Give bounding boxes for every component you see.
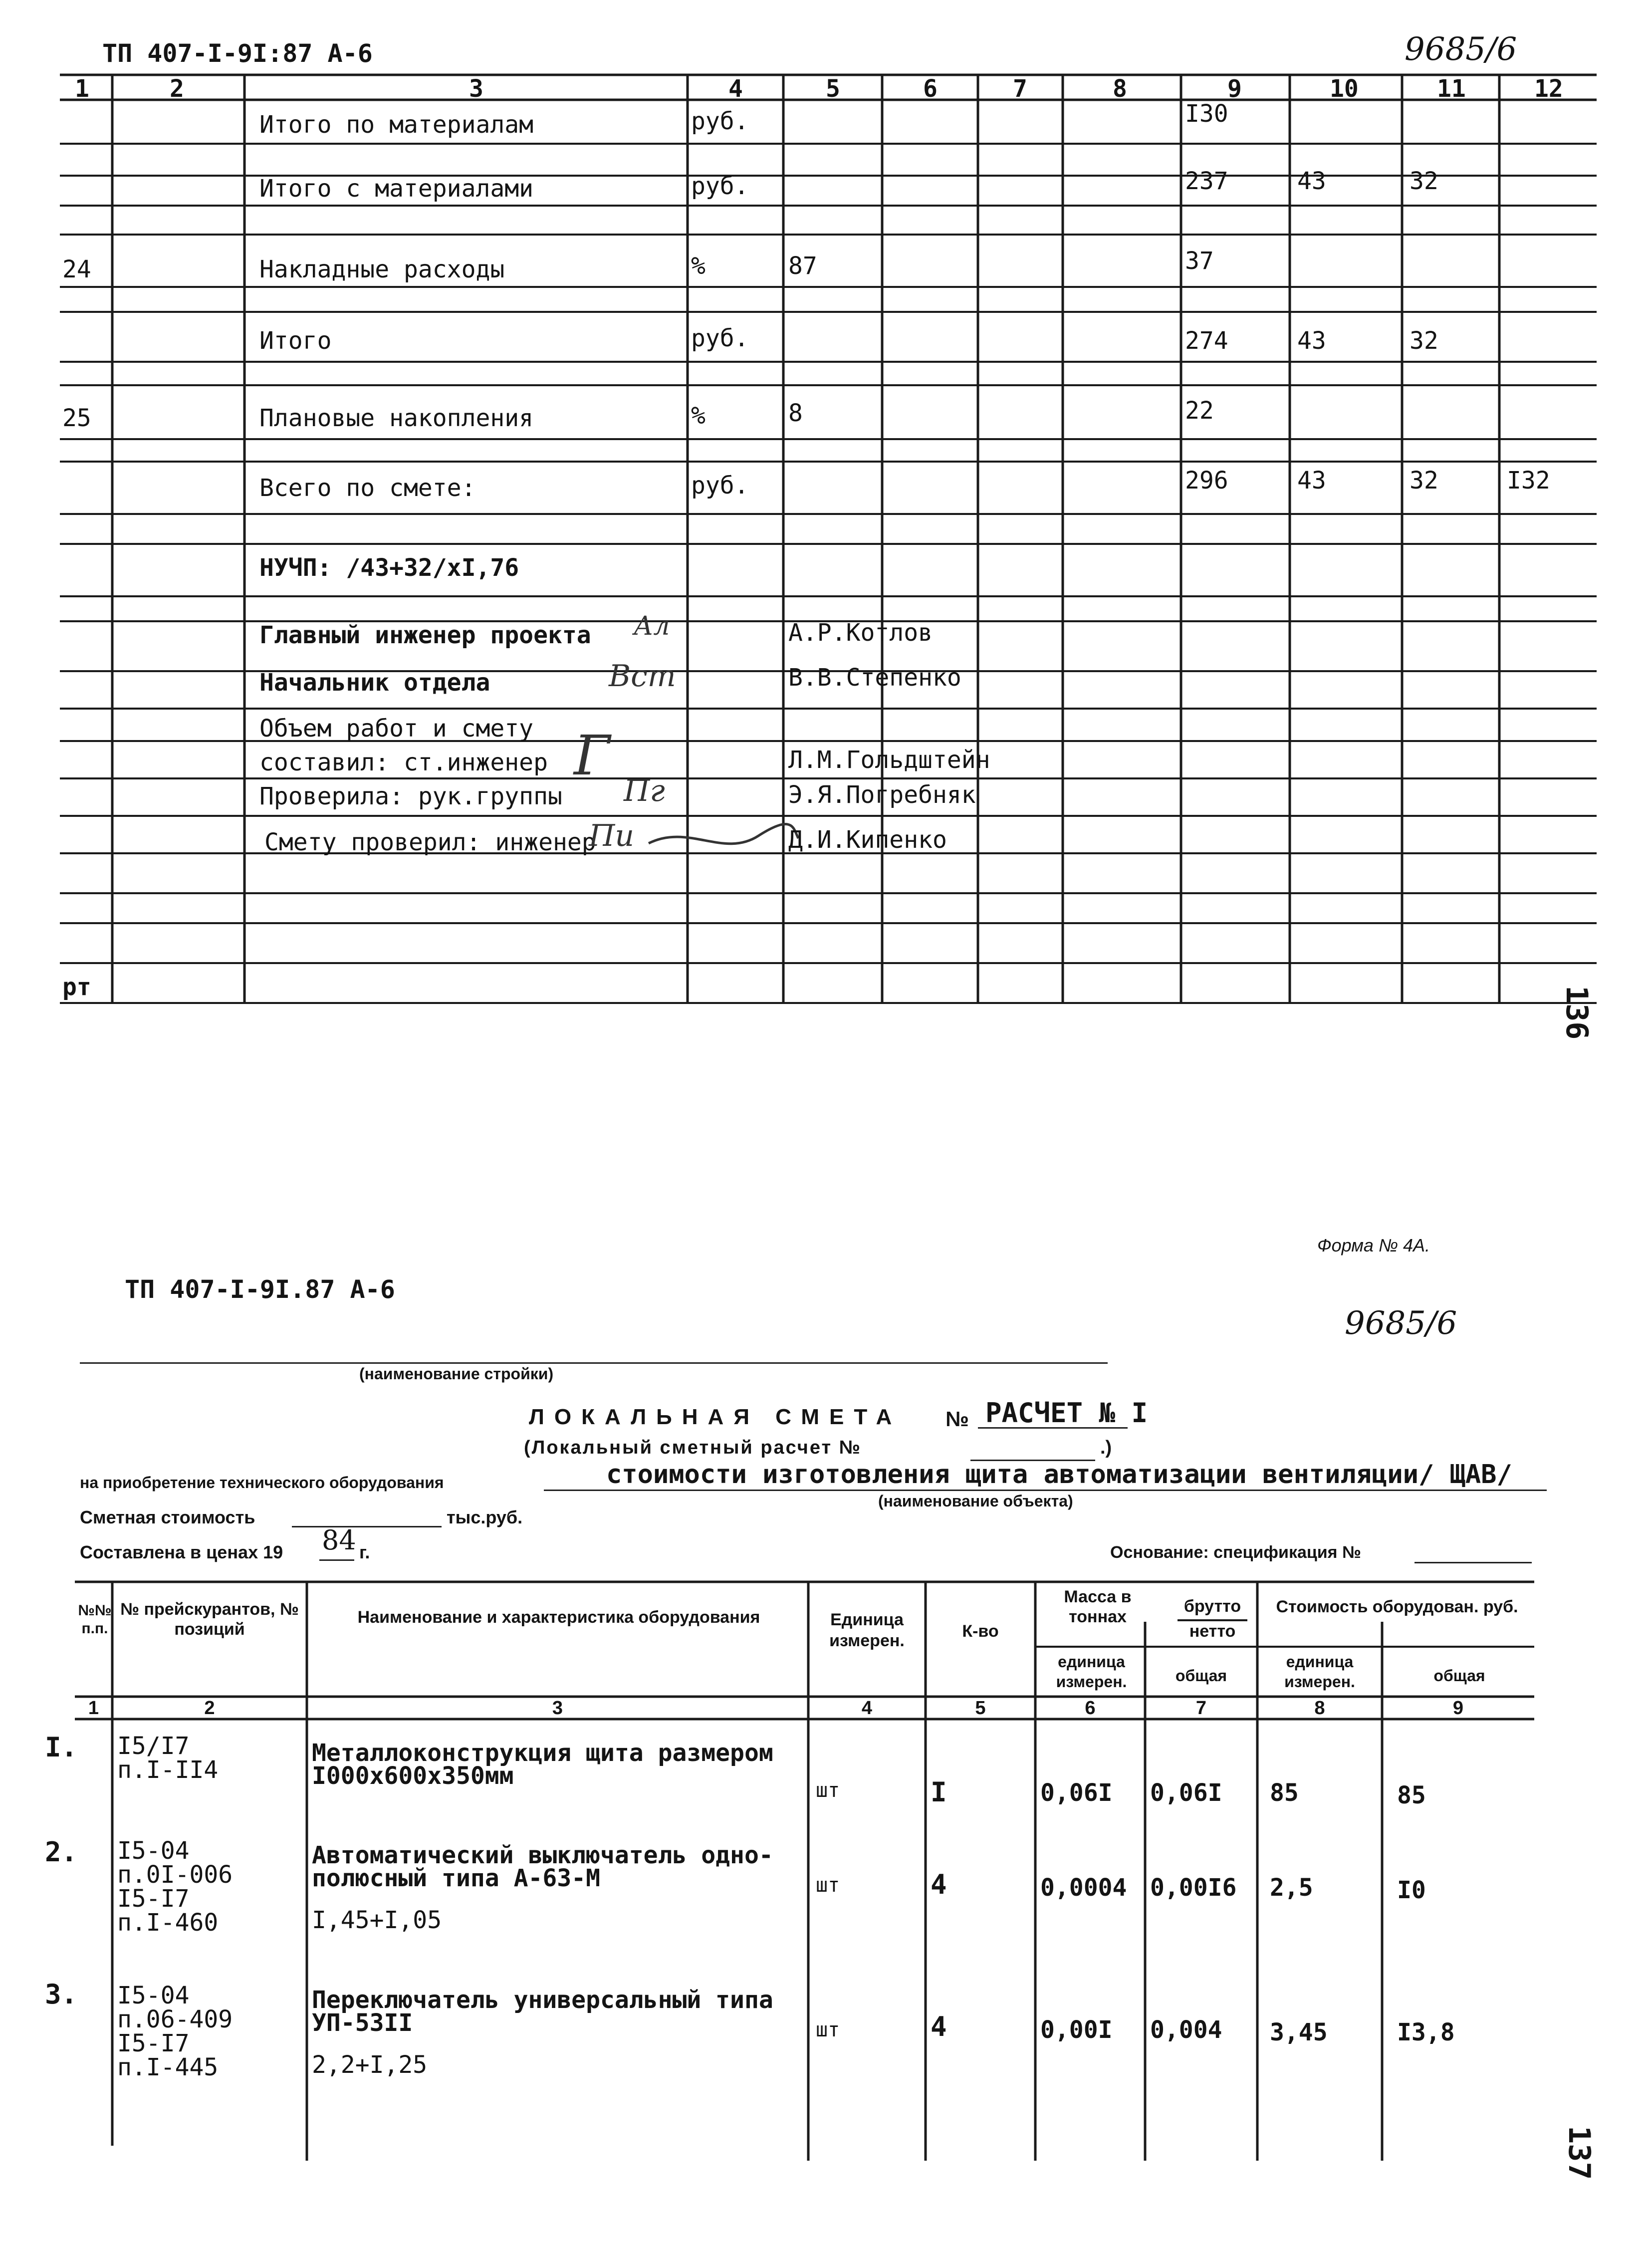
item-number: I. (45, 1732, 78, 1763)
item-position: I5/I7 п.I-II4 (117, 1732, 219, 1784)
prices-suffix: г. (359, 1542, 370, 1562)
item-mass-unit: 0,06I (1040, 1779, 1113, 1807)
row-value: 32 (1410, 467, 1438, 495)
handwritten-archive-number: 9685/6 (1405, 31, 1517, 68)
header-quantity: К-во (962, 1622, 999, 1641)
document-code: ТП 407-I-9I.87 А-6 (125, 1275, 395, 1304)
row-value: 296 (1185, 467, 1228, 495)
page-number: 137 (1562, 2126, 1597, 2180)
item-name: Автоматический выключатель одно- полюсный типа А-63-М (312, 1841, 773, 1892)
row-label: Всего по смете: (259, 474, 476, 502)
purchase-label: на приобретение технического оборудования (80, 1474, 444, 1492)
item-mass-unit: 0,0004 (1040, 1874, 1127, 1902)
column-number: 5 (975, 1698, 986, 1719)
header-mass: Масса в тоннах (1064, 1587, 1132, 1626)
page-number: 136 (1559, 986, 1594, 1040)
row-value: 274 (1185, 327, 1228, 355)
signature-mark: Вст (609, 659, 676, 694)
row-value: 43 (1297, 467, 1326, 495)
item-cost-total: I3,8 (1397, 2018, 1455, 2046)
column-number: 2 (170, 75, 184, 103)
item-position: I5-04 п.0I-006 I5-I7 п.I-460 (117, 1837, 233, 1937)
estimate-number-sign: № (945, 1407, 969, 1431)
header-unit: Единица измерен. (829, 1610, 905, 1650)
row-unit: руб. (691, 324, 749, 352)
item-coefficient: I,45+I,05 (312, 1906, 442, 1934)
signature-name: Д.И.Кипенко (788, 826, 947, 854)
item-number: 3. (45, 1979, 78, 2010)
item-cost-unit: 2,5 (1270, 1874, 1313, 1902)
form-label: Форма № 4А. (1317, 1235, 1430, 1255)
row-label: Итого с материалами (259, 175, 534, 203)
row-label: Накладные расходы (259, 255, 505, 283)
construction-caption: (наименование стройки) (359, 1365, 554, 1383)
item-name: Переключатель универсальный типа УП-53II (312, 1986, 773, 2037)
item-cost-unit: 85 (1270, 1779, 1299, 1807)
row-value: 22 (1185, 397, 1214, 425)
item-quantity: 4 (931, 2011, 947, 2042)
column-number: 4 (861, 1698, 873, 1719)
column-number: 7 (1013, 75, 1027, 103)
row-value: 8 (788, 399, 803, 427)
header-cost-unit: единица измерен. (1284, 1653, 1355, 1691)
column-number: 10 (1330, 75, 1359, 103)
header-net: нетто (1189, 1622, 1236, 1641)
column-number: 9 (1452, 1698, 1464, 1719)
item-name: Металлоконструкция щита размером I000х600х350мм (312, 1739, 773, 1790)
row-label: Итого (259, 327, 332, 355)
signature-name: В.В.Степенко (788, 664, 961, 692)
signature-role: Начальник отдела (259, 669, 490, 697)
column-number: 11 (1437, 75, 1466, 103)
basis-label: Основание: спецификация № (1110, 1543, 1361, 1562)
row-value: 32 (1410, 327, 1438, 355)
column-number: 12 (1534, 75, 1563, 103)
column-number: 4 (728, 75, 743, 103)
estimate-title: ЛОКАЛЬНАЯ СМЕТА (529, 1405, 902, 1429)
prices-year: 84 (322, 1524, 356, 1556)
row-label: Плановые накопления (259, 404, 534, 432)
item-cost-total: I0 (1397, 1876, 1426, 1904)
signature-role: Смету проверил: инженер (264, 828, 596, 856)
column-number: 8 (1113, 75, 1127, 103)
signature-mark: Ал (634, 611, 670, 641)
item-quantity: I (931, 1776, 947, 1808)
signature-name: Э.Я.Погребняк (788, 781, 976, 809)
estimate-subtitle-end: .) (1100, 1437, 1112, 1458)
signature-name: А.Р.Котлов (788, 619, 933, 647)
signature-role: составил: ст.инженер (259, 749, 548, 776)
item-quantity: 4 (931, 1869, 947, 1900)
signature-mark: Пг (624, 773, 665, 808)
item-unit: шт (816, 1874, 840, 1897)
item-number: 2. (45, 1836, 78, 1868)
header-equipment-name: Наименование и характеристика оборудования (357, 1608, 760, 1627)
row-value: 237 (1185, 167, 1228, 195)
column-number: 2 (204, 1698, 215, 1719)
item-unit: шт (816, 2018, 840, 2041)
object-name: стоимости изготовления щита автоматизации вентиляции/ ЩАВ/ (606, 1460, 1512, 1490)
row-value: 37 (1185, 247, 1214, 275)
object-caption: (наименование объекта) (878, 1492, 1073, 1510)
row-unit: % (691, 402, 706, 430)
item-mass-unit: 0,00I (1040, 2016, 1113, 2044)
item-cost-total: 85 (1397, 1781, 1426, 1809)
row-number: 25 (62, 404, 91, 432)
estimate-subtitle: (Локальный сметный расчет № (524, 1437, 862, 1458)
column-number: 3 (469, 75, 483, 103)
item-unit: шт (816, 1779, 840, 1802)
header-cost: Стоимость оборудован. руб. (1276, 1597, 1518, 1616)
row-number: 24 (62, 255, 91, 283)
item-cost-unit: 3,45 (1270, 2018, 1328, 2046)
header-cost-total: общая (1433, 1667, 1485, 1685)
item-mass-total: 0,00I6 (1150, 1874, 1237, 1902)
cost-label: Сметная стоимость (80, 1507, 255, 1527)
item-mass-total: 0,06I (1150, 1779, 1222, 1807)
column-number: 6 (923, 75, 938, 103)
header-gross: брутто (1183, 1597, 1241, 1616)
column-number: 3 (552, 1698, 563, 1719)
handwritten-archive-number: 9685/6 (1345, 1305, 1457, 1342)
column-number: 6 (1085, 1698, 1096, 1719)
header-mass-unit: единица измерен. (1056, 1653, 1127, 1691)
item-mass-total: 0,004 (1150, 2016, 1222, 2044)
column-number: 7 (1195, 1698, 1207, 1719)
column-number: 9 (1227, 75, 1242, 103)
nuchp-formula: НУЧП: /43+32/хI,76 (259, 554, 519, 582)
row-value: I32 (1507, 467, 1550, 495)
row-value: 87 (788, 252, 817, 280)
column-number: 1 (88, 1698, 99, 1719)
column-number: 8 (1314, 1698, 1325, 1719)
row-value: 32 (1410, 167, 1438, 195)
row-value: 43 (1297, 327, 1326, 355)
footer-label: рт (62, 973, 91, 1001)
signature-mark: Пи (589, 818, 634, 853)
row-unit: руб. (691, 472, 749, 500)
row-label: Итого по материалам (259, 111, 534, 139)
item-position: I5-04 п.06-409 I5-I7 п.I-445 (117, 1982, 233, 2081)
row-unit: руб. (691, 172, 749, 200)
row-value: 43 (1297, 167, 1326, 195)
prices-label: Составлена в ценах 19 (80, 1542, 283, 1562)
item-coefficient: 2,2+I,25 (312, 2051, 428, 2079)
header-number: №№ п.п. (78, 1602, 112, 1637)
row-unit: руб. (691, 107, 749, 135)
signature-mark: Г (574, 724, 610, 787)
column-number: 1 (75, 75, 89, 103)
column-number: 5 (826, 75, 840, 103)
header-price-list: № прейскурантов, № позиций (120, 1600, 299, 1639)
signature-role: Проверила: рук.группы (259, 782, 562, 810)
signature-name: Л.М.Гольдштейн (788, 746, 990, 774)
estimate-number-value: РАСЧЕТ № I (985, 1397, 1148, 1429)
signature-role: Главный инженер проекта (259, 621, 591, 649)
row-unit: % (691, 252, 706, 280)
cost-unit: тыс.руб. (447, 1507, 523, 1527)
signature-role: Объем работ и смету (259, 715, 534, 743)
row-value: I30 (1185, 100, 1228, 128)
document-code: ТП 407-I-9I:87 А-6 (102, 39, 373, 68)
header-mass-total: общая (1175, 1667, 1227, 1685)
